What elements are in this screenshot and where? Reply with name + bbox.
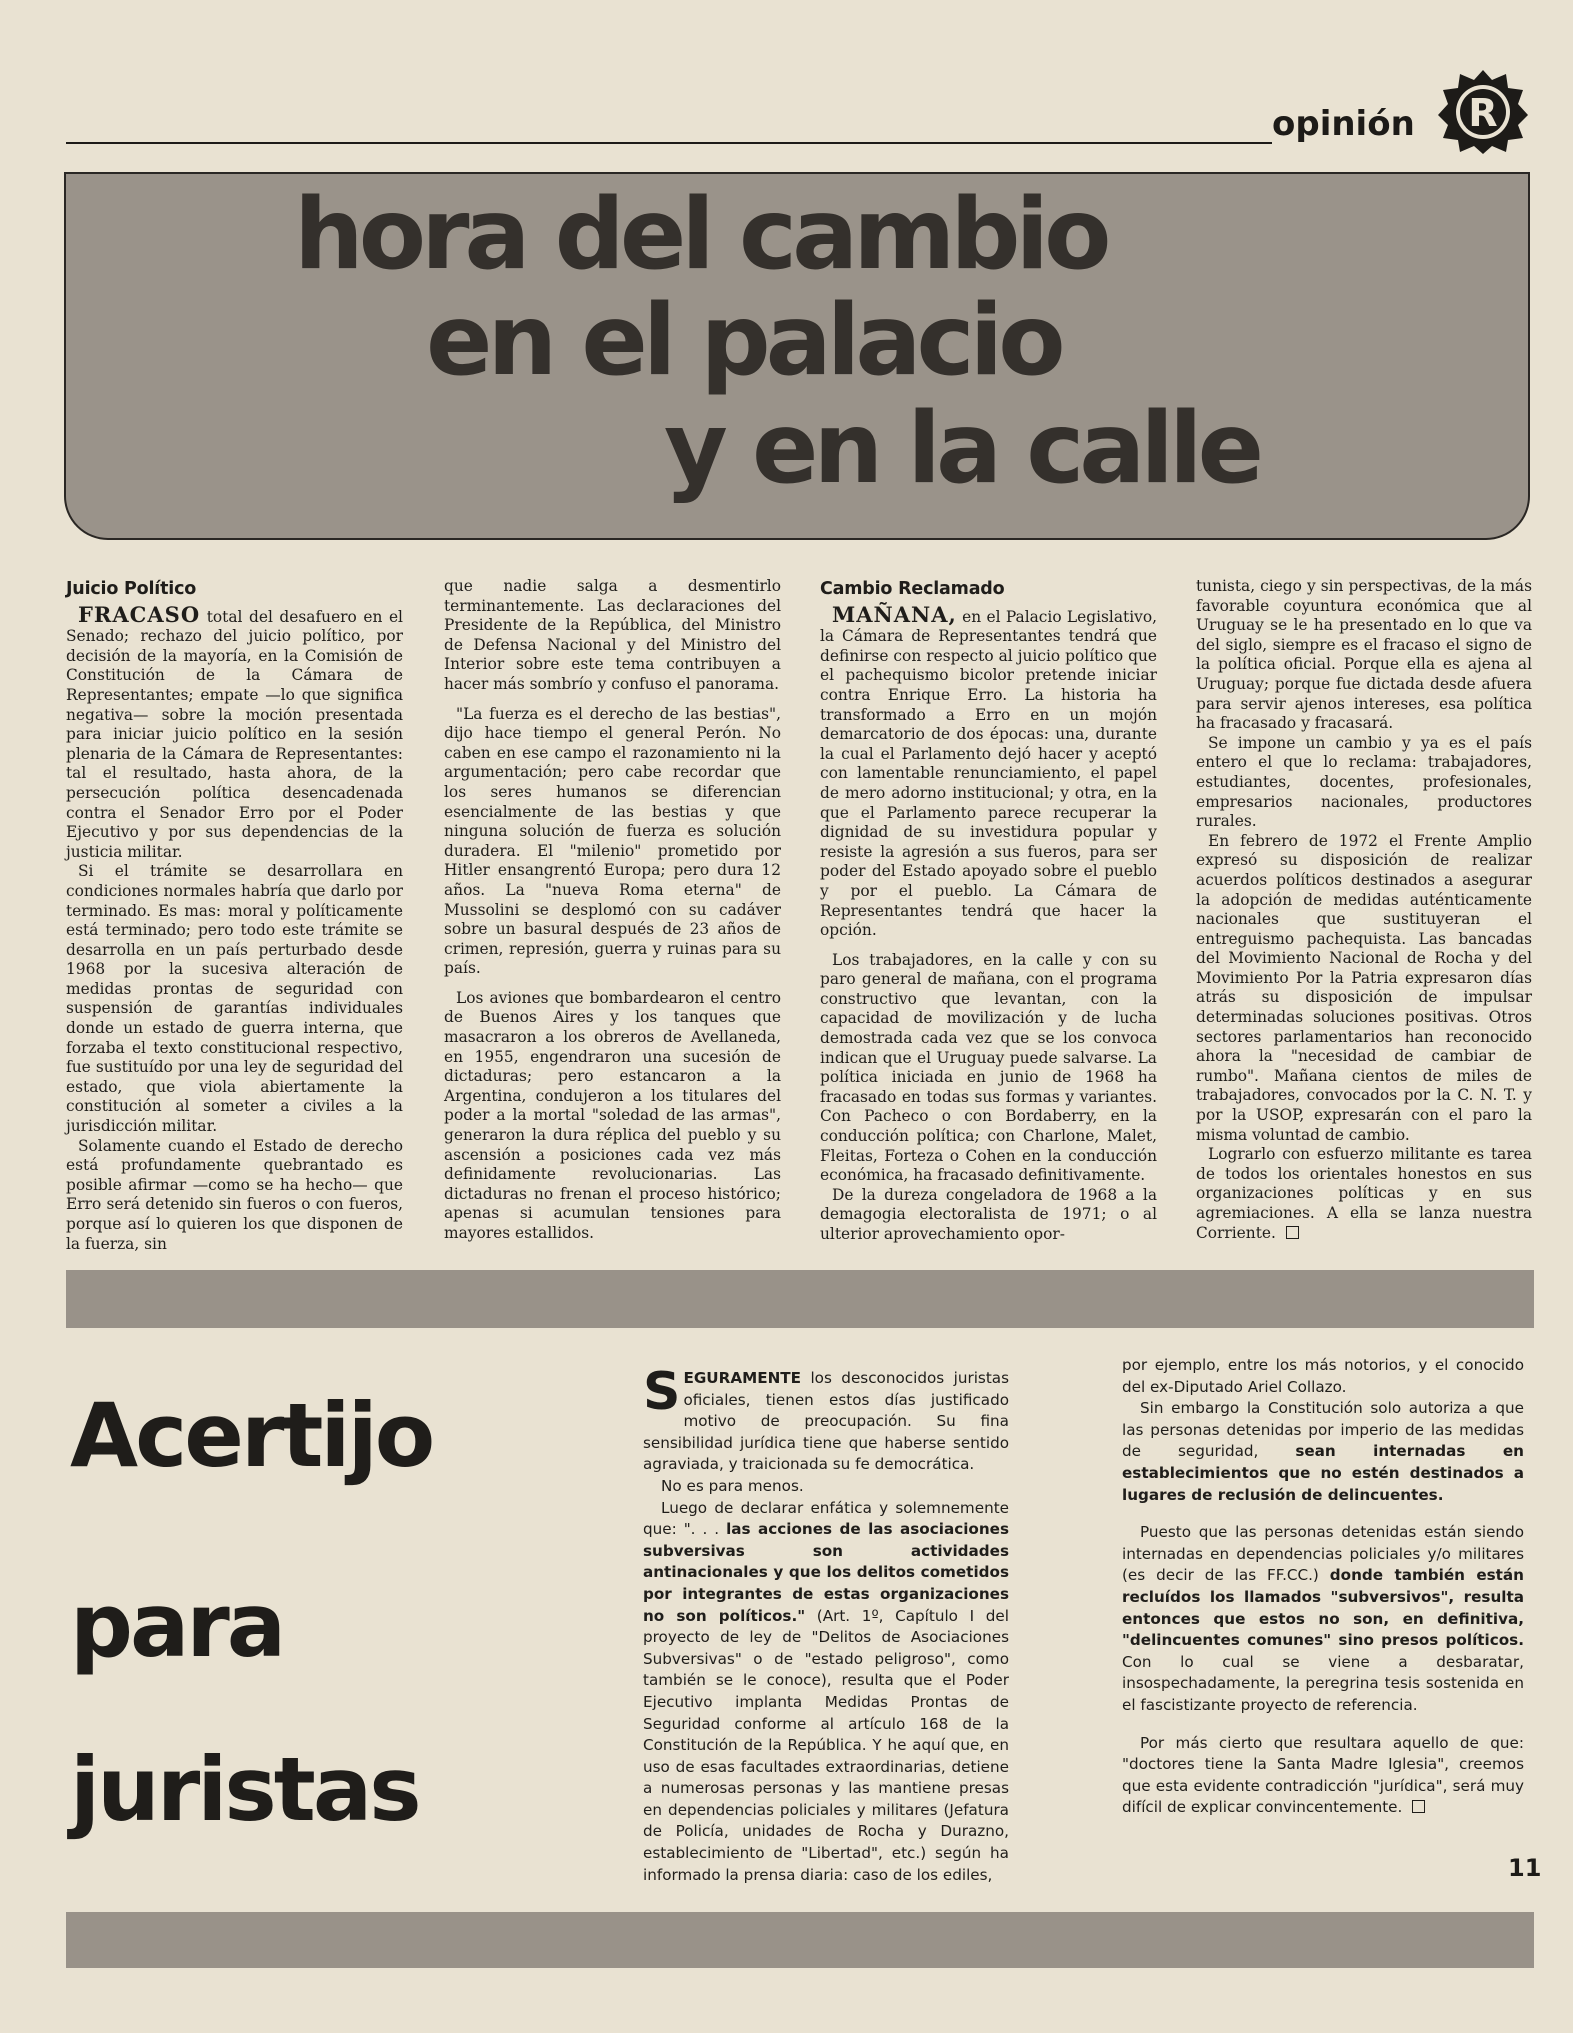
article2-column-2 — [1122, 1355, 1524, 1819]
article2-title-line-1: Acertijo — [70, 1384, 433, 1487]
article1-column-2 — [444, 577, 781, 1244]
paragraph: Si el trámite se desarrollara en condiciones normales habría que darlo por terminado. Es mas: moral y políticamente está terminado; pero todo este trámite se desarrolla en un país perturbado desde 1968 por la sucesiva alteración de medidas prontas de seguridad con suspensión de garantías individuales donde un estado de guerra interna, que forzaba el texto constitucional respectivo, fue sustituído por una ley de seguridad del estado, que viola abiertamente la constitución al someter a civiles a la jurisdicción militar. — [66, 862, 403, 1136]
headline-line-2: en el palacio — [426, 284, 1061, 398]
page-number: 11 — [1508, 1854, 1542, 1882]
separator-band-top — [66, 1270, 1534, 1328]
logo-letter: R — [1468, 91, 1498, 135]
paragraph-part: Puesto que las personas detenidas están siendo internadas en dependencias policiales y/o militares (es decir de las FF.CC.) — [1122, 1523, 1524, 1585]
end-of-article-icon — [1286, 1226, 1299, 1239]
publication-logo-icon — [1436, 68, 1530, 154]
paragraph: por ejemplo, entre los más notorios, y el conocido del ex-Diputado Ariel Collazo. — [1122, 1356, 1524, 1396]
headline-box — [64, 172, 1530, 540]
article1-column-3 — [820, 580, 1157, 1245]
paragraph: los desconocidos juristas oficiales, tienen estos días justificado motivo de preocupación. Su fina sensibilidad jurídica tiene que haberse sentido agraviada, y traicionada su fe democrática. — [643, 1369, 1009, 1474]
paragraph-part: Con lo cual se viene a desbaratar, insospechadamente, la peregrina tesis sostenida en el fascistizante proyecto de referencia. — [1122, 1652, 1524, 1714]
paragraph: Los aviones que bombardearon el centro de Buenos Aires y los tanques que masacraron a los obreros de Avellaneda, en 1955, engendraron una sucesión de dictaduras; pero estancaron a la Argentina, condujeron a los titulares del poder a la mortal "soledad de las armas", generaron la dura réplica del pueblo y su ascensión a posiciones cada vez más definidamente revolucionarias. Las dictaduras no frenan el proceso histórico; apenas si acumulan tensiones para mayores estallidos. — [444, 988, 781, 1242]
emphasis: sean internadas en establecimientos que no estén destinados a lugares de reclusión de delincuentes. — [1122, 1442, 1524, 1504]
paragraph: total del desafuero en el Senado; rechazo del juicio político, por decisión de la mayoría, en la Comisión de Constitución de la Cámara de Representantes; empate —lo que significa negativa— sobre la moción presentada para iniciar juicio político en la sesión plenaria de la Cámara de Representantes: tal el resultado, hasta ahora, de la persecución política desencadenada contra el Senador Erro por el Poder Ejecutivo y por sus dependencias de la justicia militar. — [66, 607, 403, 861]
paragraph: Los trabajadores, en la calle y con su paro general de mañana, con el programa constructivo que levantan, con la capacidad de movilización y de lucha demostrada cada vez que se los convoca indican que el Uruguay puede salvarse. La política iniciada en junio de 1968 ha fracasado en todas sus formas y variantes. Con Pacheco o con Bordaberry, en la conducción política; con Charlone, Malet, Fleitas, Forteza o Cohen en la conducción económica, ha fracasado definitivamente. — [820, 950, 1157, 1185]
subhead-cambio-reclamado: Cambio Reclamado — [820, 579, 1005, 599]
headline-line-3: y en la calle — [664, 392, 1260, 506]
paragraph: Por más cierto que resultara aquello de que: "doctores tiene la Santa Madre Iglesia", creemos que esta evidente contradicción "jurídica", será muy difícil de explicar convincentemente. — [1122, 1733, 1524, 1817]
paragraph: tunista, ciego y sin perspectivas, de la más favorable coyuntura económica que al Uruguay se le ha presentado en lo que va del siglo, siempre es el fracaso el signo de la política oficial. Porque ella es ajena al Uruguay; porque fue dictada desde afuera para servir ajenos intereses, esa política ha fracasado y fracasará. — [1196, 577, 1532, 733]
paragraph-part: Luego de declarar enfática y solemnemente que: ". . . — [643, 1498, 1009, 1539]
article2-title-line-2: para — [70, 1574, 284, 1677]
paragraph: En febrero de 1972 el Frente Amplio expresó su disposición de realizar acuerdos políticos destinados a asegurar la adopción de medidas auténticamente nacionales que sustituyeran el entreguismo pachequista. Las bancadas del Movimiento Nacional de Rocha y del Movimiento Por la Patria expresaron días atrás su disposición de impulsar determinadas soluciones positivas. Otros sectores parlamentarios han reconocido ahora la "necesidad de cambiar de rumbo". Mañana cientos de miles de trabajadores, convocados por la C. N. T. y por la USOP, expresarán con el paro la misma voluntad de cambio. — [1196, 831, 1532, 1144]
article2-title-line-3: juristas — [70, 1738, 419, 1841]
dropcap-manana: MAÑANA, — [832, 601, 957, 627]
dropcap-s: S — [643, 1362, 681, 1422]
quoted-law-text: las acciones de las asociaciones subversivas son actividades antinacionales y que los delitos cometidos por integrantes de estas organizaciones no son políticos." — [643, 1520, 1009, 1625]
lead-word: EGURAMENTE — [683, 1369, 802, 1387]
end-of-article-icon — [1412, 1800, 1425, 1813]
paragraph: Solamente cuando el Estado de derecho está profundamente quebrantado es posible afirmar —como se ha hecho— que Erro será detenido sin fueros o con fueros, porque así lo quieren los que disponen de la fuerza, sin — [66, 1136, 403, 1253]
paragraph: en el Palacio Legislativo, la Cámara de Representantes tendrá que definirse con respecto al juicio político que el pachequismo bicolor pretende iniciar contra Enrique Erro. La historia ha transformado a Erro en un mojón demarcatorio de dos épocas: una, durante la cual el Parlamento dejó hacer y aceptó con lamentable renunciamiento, el papel de mero adorno institucional; y otra, en la que el Parlamento parece recuperar la dignidad de su investidura popular y resiste la agresión a sus fueros, para ser poder del Estado apoyado sobre el pueblo y por el pueblo. La Cámara de Representantes tendrá que hacer la opción. — [820, 607, 1157, 940]
paragraph: De la dureza congeladora de 1968 a la demagogia electoralista de 1971; o al ulterior aprovechamiento opor- — [820, 1185, 1157, 1243]
article1-column-4 — [1196, 577, 1532, 1243]
paragraph: que nadie salga a desmentirlo terminantemente. Las declaraciones del Presidente de la República, del Ministro de Defensa Nacional y del Ministro del Interior sobre este tema contribuyen a hacer más sombrío y confuso el panorama. — [444, 577, 781, 693]
subhead-juicio-politico: Juicio Político — [66, 579, 197, 599]
section-label: opinión — [1272, 104, 1415, 144]
paragraph: Lograrlo con esfuerzo militante es tarea de todos los orientales honestos en sus organizaciones políticas y en sus agremiaciones. A ella se lanza nuestra Corriente. — [1196, 1145, 1532, 1242]
dropcap-fracaso: FRACASO — [78, 601, 201, 627]
emphasis: donde también están recluídos los llamados "subversivos", resulta entonces que estos no son, en definitiva, "delincuentes comunes" sino presos políticos. — [1122, 1566, 1524, 1650]
paragraph: "La fuerza es el derecho de las bestias", dijo hace tiempo el general Perón. No caben en ese campo el razonamiento ni la argumentación; pero cabe recordar que los seres humanos se diferencian esencialmente de las bestias y que ninguna solución de fuerza es solución duradera. El "milenio" prometido por Hitler ensangrentó Europa; pero dura 12 años. La "nueva Roma eterna" de Mussolini se desplomó con su cadáver sobre un basural después de 23 años de crimen, represión, guerra y ruinas para su país. — [444, 704, 781, 978]
paragraph-part: (Art. 1º, Capítulo I del proyecto de ley de "Delitos de Asociaciones Subversivas" o de "estado peligroso", como también se le conoce), resulta que el Poder Ejecutivo implanta Medidas Prontas de Seguridad conforme al artículo 168 de la Constitución de la República. Y he aquí que, en uso de esas facultades extraordinarias, detiene a numerosas personas y las mantiene presas en dependencias policiales y militares (Jefatura de Policía, unidades de Rocha y Durazno, establecimiento de "Libertad", etc.) según ha informado la prensa diaria: caso de los ediles, — [643, 1606, 1009, 1884]
headline-line-1: hora del cambio — [294, 178, 1107, 292]
paragraph: No es para menos. — [661, 1476, 804, 1495]
separator-band-bottom — [66, 1912, 1534, 1968]
paragraph-part: Sin embargo la Constitución solo autoriza a que las personas detenidas por imperio de las medidas de seguridad, — [1122, 1399, 1524, 1461]
paragraph: Se impone un cambio y ya es el país entero el que lo reclama: trabajadores, estudiantes, docentes, profesionales, empresarios nacionales, productores rurales. — [1196, 733, 1532, 831]
header-rule — [66, 142, 1272, 144]
article1-column-1 — [66, 580, 403, 1254]
article2-column-1 — [643, 1362, 1009, 1886]
